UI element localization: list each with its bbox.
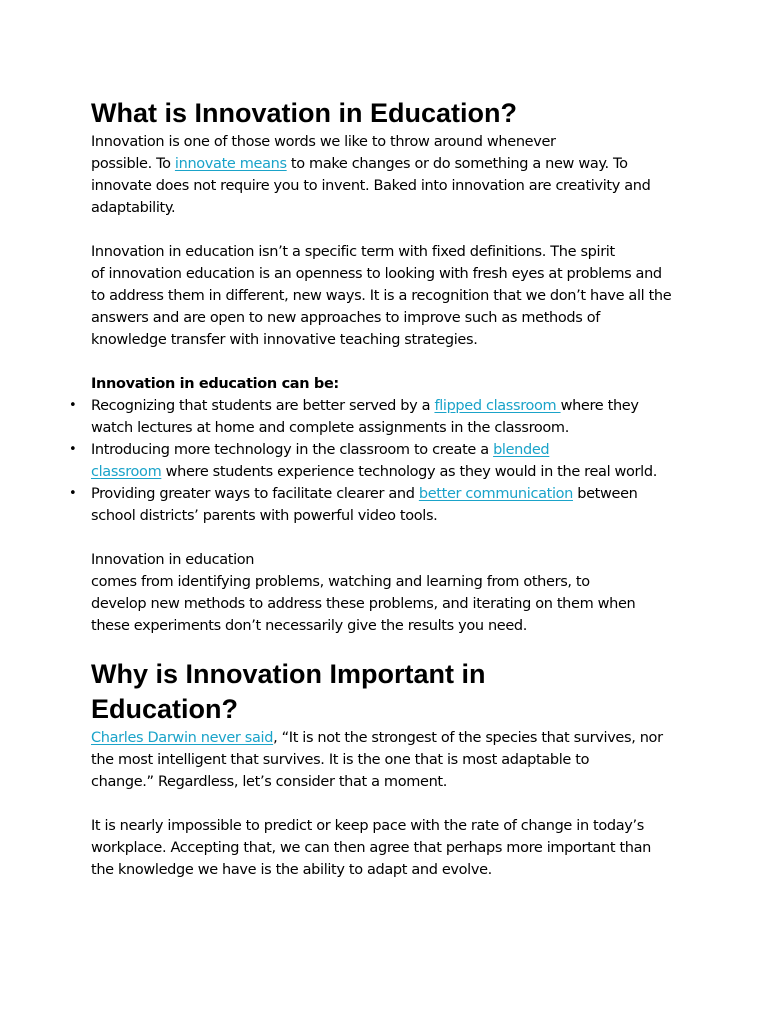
list-item — [69, 483, 711, 527]
bullet-icon: • — [69, 398, 77, 413]
text-line: develop new methods to address these problems, and iterating on them when — [91, 596, 636, 612]
bullet-icon: • — [69, 486, 77, 501]
text-line: workplace. Accepting that, we can then agree that perhaps more important than — [91, 840, 652, 856]
text-line: innovate does not require you to invent. Baked into innovation are creativity and — [91, 178, 651, 194]
text-line: where they — [560, 398, 639, 414]
paragraph-gap — [91, 527, 711, 549]
list-item — [69, 439, 711, 483]
text-line: It is nearly impossible to predict or keep pace with the rate of change in today’s — [91, 818, 644, 834]
bullet-icon: • — [69, 442, 77, 457]
document-body — [69, 96, 711, 881]
link-blended-classroom-cont[interactable]: classroom — [91, 464, 162, 480]
paragraph-gap — [91, 351, 711, 373]
text-line: Introducing more technology in the classroom to create a — [91, 442, 494, 458]
link-innovate-means[interactable]: innovate means — [174, 156, 287, 172]
link-charles-darwin[interactable]: Charles Darwin never said — [91, 730, 274, 746]
text-line: Innovation is one of those words we like to throw around whenever — [91, 134, 556, 150]
text-line: knowledge transfer with innovative teaching strategies. — [91, 332, 478, 348]
paragraph-gap — [91, 219, 711, 241]
paragraph-innovation-in-education — [91, 241, 711, 351]
text-line: school districts’ parents with powerful video tools. — [91, 508, 438, 524]
text-line: adaptability. — [91, 200, 176, 216]
heading-line: Why is Innovation Important in — [91, 659, 486, 689]
text-line: where students experience technology as they would in the real world. — [161, 464, 657, 480]
link-better-communication[interactable]: better communication — [418, 486, 573, 502]
text-line: to make changes or do something a new way. To — [286, 156, 628, 172]
text-line: between — [572, 486, 638, 502]
text-line: comes from identifying problems, watching and learning from others, to — [91, 574, 590, 590]
heading-line: Education? — [91, 694, 238, 724]
list-title: Innovation in education can be: — [91, 376, 339, 392]
paragraph-gap — [91, 793, 711, 815]
text-line: the most intelligent that survives. It is the one that is most adaptable to — [91, 752, 590, 768]
link-blended-classroom[interactable]: blended — [493, 442, 550, 458]
text-line: these experiments don’t necessarily give the results you need. — [91, 618, 528, 634]
text-line: change.” Regardless, let’s consider that a moment. — [91, 774, 448, 790]
text-line: the knowledge we have is the ability to adapt and evolve. — [91, 862, 492, 878]
text-line: to address them in different, new ways. It is a recognition that we don’t have all the — [91, 288, 672, 304]
text-line: Providing greater ways to facilitate clearer and — [91, 486, 419, 502]
heading-what-is-innovation: What is Innovation in Education? — [91, 98, 517, 128]
innovation-list — [69, 395, 711, 527]
paragraph-innovation-definition — [91, 131, 711, 219]
paragraph-innovation-comes-from — [91, 549, 711, 637]
text-line: Innovation in education isn’t a specific term with fixed definitions. The spirit — [91, 244, 615, 260]
text-line: Innovation in education — [91, 552, 255, 568]
heading-why-innovation-important — [91, 657, 711, 727]
text-line: , “It is not the strongest of the species that survives, nor — [273, 730, 663, 746]
text-line: Recognizing that students are better served by a — [91, 398, 435, 414]
text-line: possible. To — [91, 156, 175, 172]
text-line: of innovation education is an openness to looking with fresh eyes at problems and — [91, 266, 662, 282]
paragraph-darwin-quote — [91, 727, 711, 793]
text-line: answers and are open to new approaches to improve such as methods of — [91, 310, 601, 326]
link-flipped-classroom[interactable]: flipped classroom — [434, 398, 561, 414]
paragraph-adapt-and-evolve — [91, 815, 711, 881]
list-item — [69, 395, 711, 439]
text-line: watch lectures at home and complete assignments in the classroom. — [91, 420, 569, 436]
